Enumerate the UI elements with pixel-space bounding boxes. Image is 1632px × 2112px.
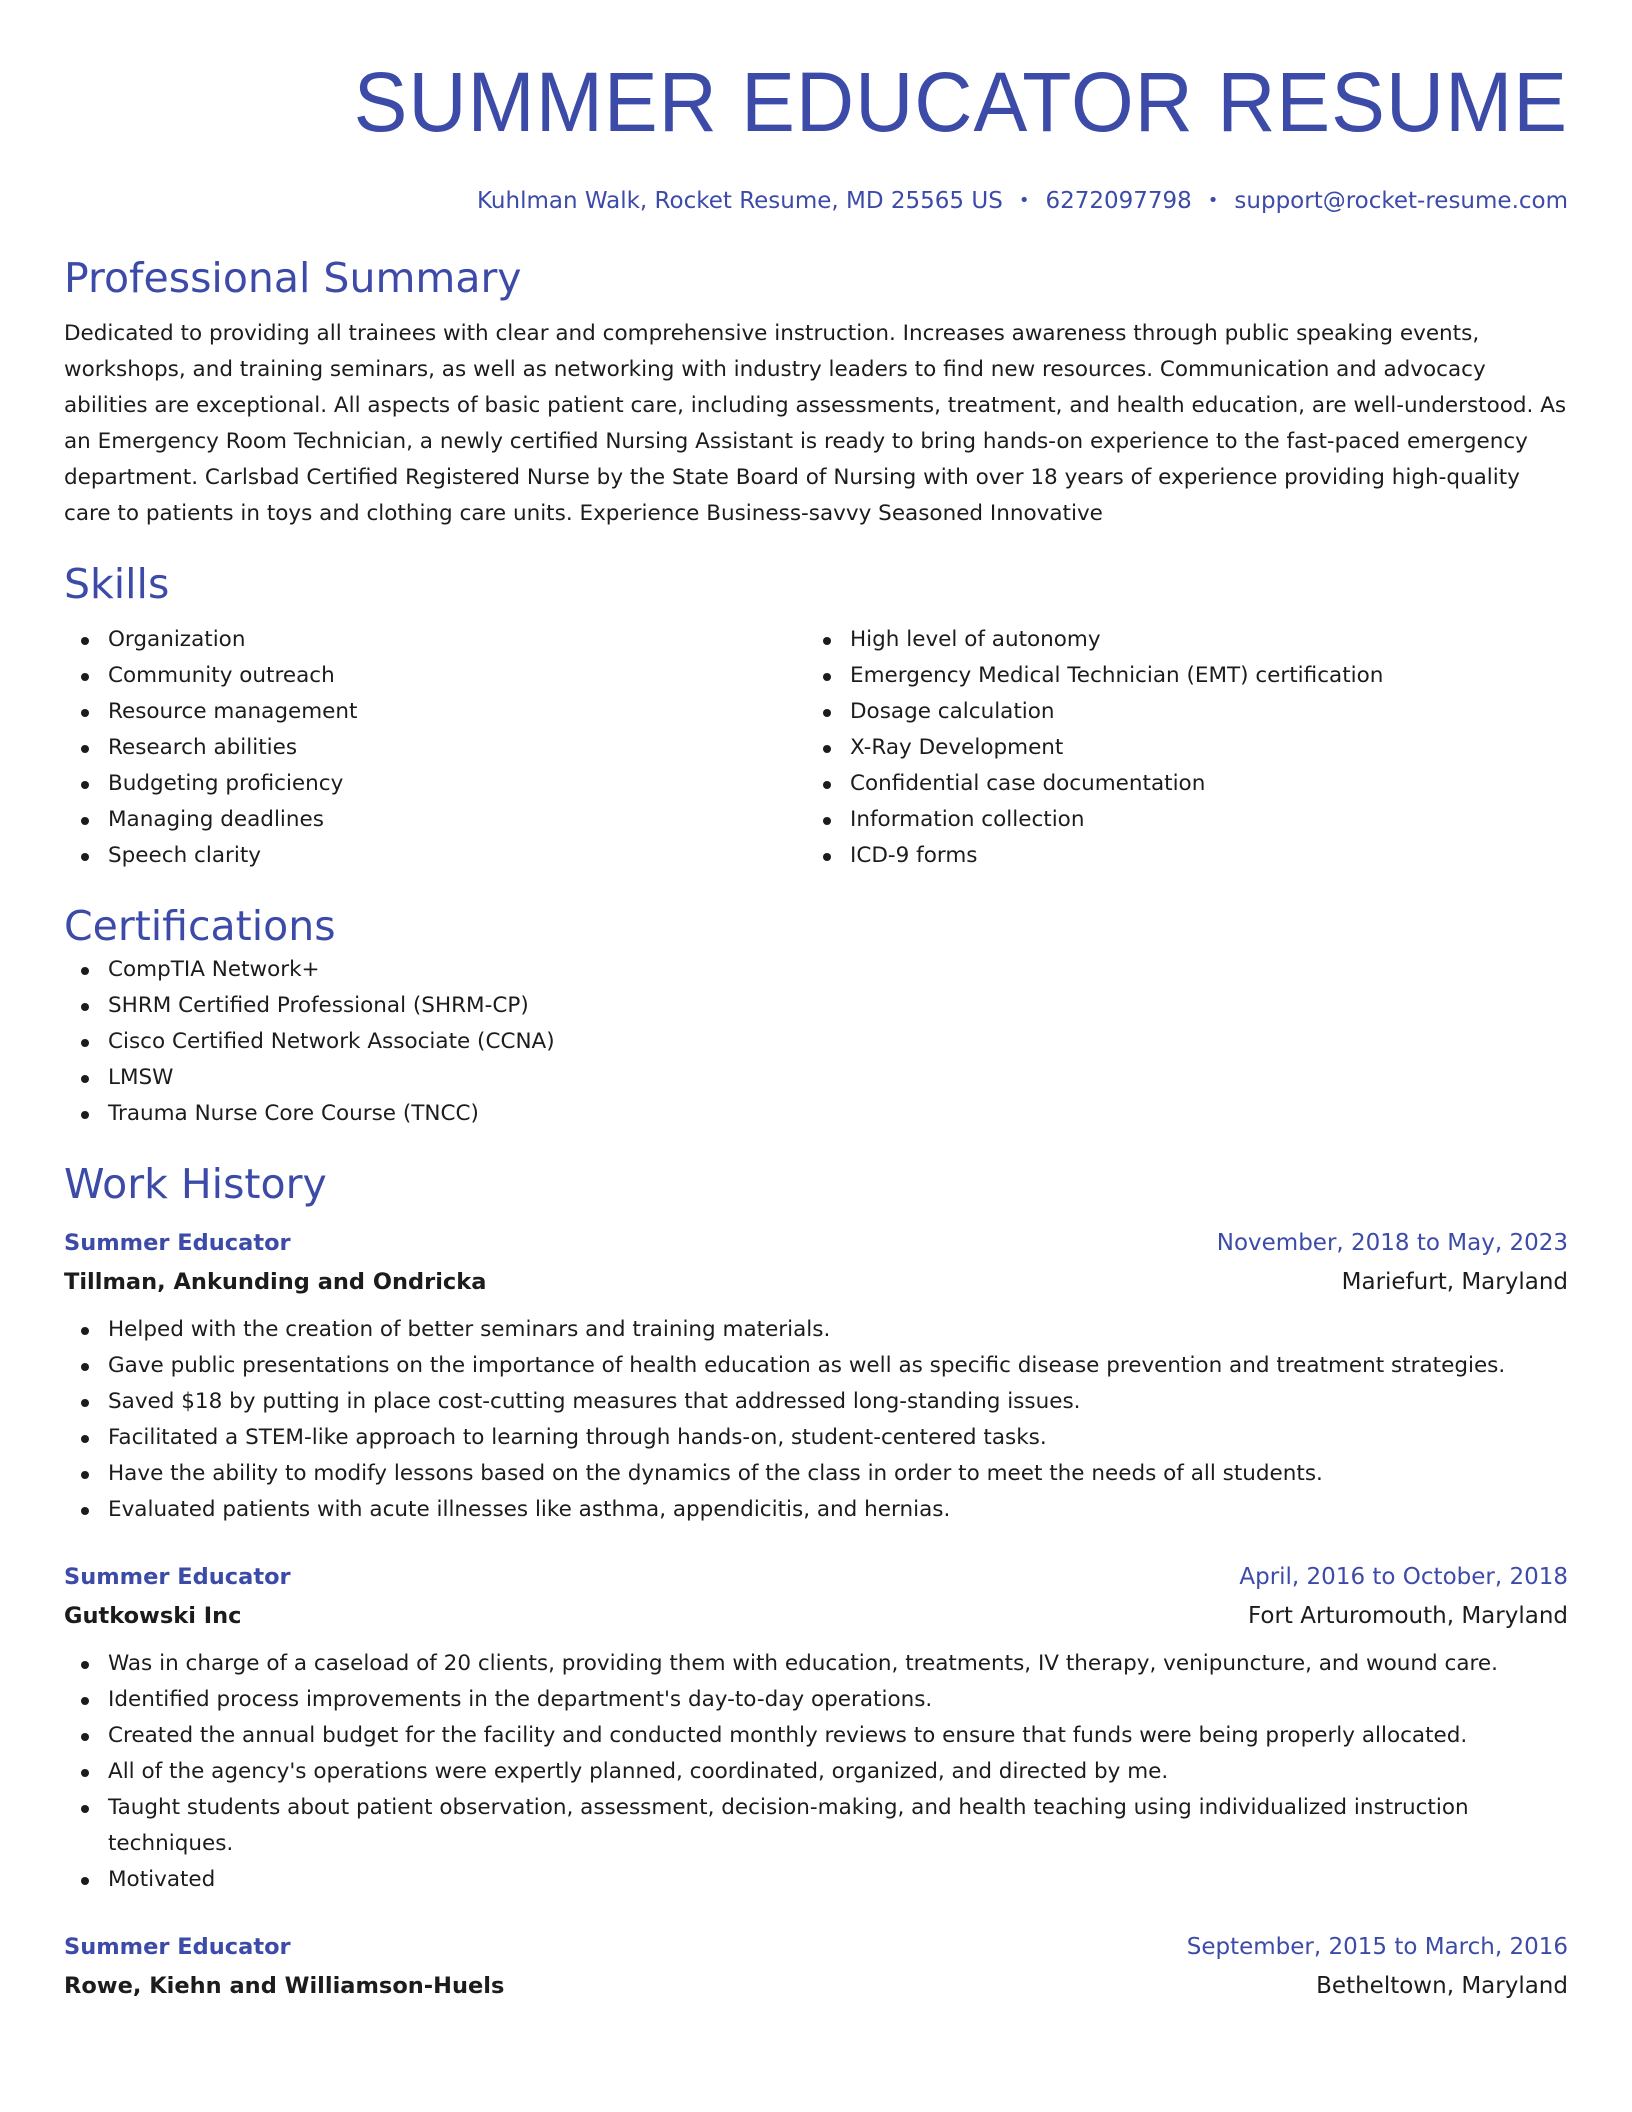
job-company: Tillman, Ankunding and Ondricka bbox=[64, 1269, 487, 1295]
skill-item: Resource management bbox=[64, 694, 806, 730]
work-history-heading: Work History bbox=[64, 1160, 327, 1208]
certification-item: Trauma Nurse Core Course (TNCC) bbox=[64, 1096, 1568, 1132]
job-location: Betheltown, Maryland bbox=[1316, 1973, 1568, 1999]
job-bullets bbox=[64, 1646, 1568, 1898]
certification-item: LMSW bbox=[64, 1060, 1568, 1096]
skills-list-left bbox=[64, 622, 806, 874]
skill-item: Managing deadlines bbox=[64, 802, 806, 838]
skill-item: Information collection bbox=[806, 802, 1548, 838]
skills-column-left bbox=[64, 622, 806, 874]
job-bullet: Motivated bbox=[64, 1862, 1568, 1898]
skill-item: Speech clarity bbox=[64, 838, 806, 874]
certifications-heading: Certifications bbox=[64, 902, 336, 950]
skill-item: ICD-9 forms bbox=[806, 838, 1548, 874]
job-dates: April, 2016 to October, 2018 bbox=[1239, 1564, 1568, 1590]
certification-item: SHRM Certified Professional (SHRM-CP) bbox=[64, 988, 1568, 1024]
job-company-row bbox=[64, 1966, 1568, 2006]
job-company-row bbox=[64, 1262, 1568, 1302]
job-dates: November, 2018 to May, 2023 bbox=[1216, 1230, 1568, 1256]
job-location: Fort Arturomouth, Maryland bbox=[1247, 1603, 1568, 1629]
skills-heading: Skills bbox=[64, 560, 170, 608]
job-location: Mariefurt, Maryland bbox=[1341, 1269, 1568, 1295]
certifications-section bbox=[64, 900, 1568, 1132]
job-role: Summer Educator bbox=[64, 1564, 291, 1590]
job-bullet: Gave public presentations on the importance of health education as well as specific disease prevention and treatment strategies. bbox=[64, 1348, 1568, 1384]
job-bullet: Was in charge of a caseload of 20 clients, providing them with education, treatments, IV therapy, venipuncture, and wound care. bbox=[64, 1646, 1568, 1682]
skills-column-right bbox=[806, 622, 1548, 874]
skill-item: Dosage calculation bbox=[806, 694, 1548, 730]
job-bullet: Evaluated patients with acute illnesses like asthma, appendicitis, and hernias. bbox=[64, 1492, 1568, 1528]
job-bullet: All of the agency's operations were expertly planned, coordinated, organized, and directed by me. bbox=[64, 1754, 1568, 1790]
job-bullets bbox=[64, 1312, 1568, 1528]
contact-line bbox=[64, 186, 1568, 216]
certification-item: CompTIA Network+ bbox=[64, 952, 1568, 988]
skills-grid bbox=[64, 622, 1568, 874]
certifications-list bbox=[64, 952, 1568, 1132]
job-bullet: Identified process improvements in the department's day-to-day operations. bbox=[64, 1682, 1568, 1718]
contact-phone: 6272097798 bbox=[1045, 188, 1192, 214]
job-bullet: Helped with the creation of better seminars and training materials. bbox=[64, 1312, 1568, 1348]
resume-header bbox=[64, 52, 1568, 216]
skill-item: Budgeting proficiency bbox=[64, 766, 806, 802]
skill-item: Research abilities bbox=[64, 730, 806, 766]
summary-text: Dedicated to providing all trainees with clear and comprehensive instruction. Increases awareness through public speaking events, workshops, and training seminars, as well as networking with industry leaders to find new resources. Communication and advocacy abilities are exceptional. All aspects of basic patient care, including assessments, treatment, and health education, are well-understood. As an Emergency Room Technician, a newly certified Nursing Assistant is ready to bring hands-on experience to the fast-paced emergency department. Carlsbad Certified Registered Nurse by the State Board of Nursing with over 18 years of experience providing high-quality care to patients in toys and clothing care units. Experience Business-savvy Seasoned Innovative bbox=[64, 321, 1567, 526]
skill-item: Organization bbox=[64, 622, 806, 658]
job-bullet: Saved $18 by putting in place cost-cutting measures that addressed long-standing issues. bbox=[64, 1384, 1568, 1420]
skill-item: Confidential case documentation bbox=[806, 766, 1548, 802]
job-header-row bbox=[64, 1928, 1568, 1966]
contact-separator: • bbox=[1207, 190, 1219, 211]
job-entry bbox=[64, 1928, 1568, 2006]
skill-item: High level of autonomy bbox=[806, 622, 1548, 658]
job-bullet: Facilitated a STEM-like approach to learning through hands-on, student-centered tasks. bbox=[64, 1420, 1568, 1456]
job-bullet: Created the annual budget for the facility and conducted monthly reviews to ensure that funds were being properly allocated. bbox=[64, 1718, 1568, 1754]
job-company-row bbox=[64, 1596, 1568, 1636]
job-entry bbox=[64, 1558, 1568, 1898]
summary-section bbox=[64, 252, 1568, 532]
skill-item: X-Ray Development bbox=[806, 730, 1548, 766]
job-role: Summer Educator bbox=[64, 1934, 291, 1960]
job-header-row bbox=[64, 1224, 1568, 1262]
summary-heading: Professional Summary bbox=[64, 254, 522, 302]
skill-item: Community outreach bbox=[64, 658, 806, 694]
job-dates: September, 2015 to March, 2016 bbox=[1186, 1934, 1568, 1960]
job-header-row bbox=[64, 1558, 1568, 1596]
job-bullet: Have the ability to modify lessons based on the dynamics of the class in order to meet the needs of all students. bbox=[64, 1456, 1568, 1492]
contact-email: support@rocket-resume.com bbox=[1234, 188, 1568, 214]
job-bullet: Taught students about patient observation, assessment, decision-making, and health teaching using individualized instruction techniques. bbox=[64, 1790, 1568, 1862]
skills-list-right bbox=[806, 622, 1548, 874]
job-company: Rowe, Kiehn and Williamson-Huels bbox=[64, 1973, 505, 1999]
skill-item: Emergency Medical Technician (EMT) certification bbox=[806, 658, 1548, 694]
work-history-section bbox=[64, 1158, 1568, 2006]
job-entry bbox=[64, 1224, 1568, 1528]
job-company: Gutkowski Inc bbox=[64, 1603, 242, 1629]
job-role: Summer Educator bbox=[64, 1230, 291, 1256]
contact-separator: • bbox=[1018, 190, 1030, 211]
certification-item: Cisco Certified Network Associate (CCNA) bbox=[64, 1024, 1568, 1060]
contact-address: Kuhlman Walk, Rocket Resume, MD 25565 US bbox=[476, 188, 1003, 214]
skills-section bbox=[64, 558, 1568, 874]
page-title: SUMMER EDUCATOR RESUME bbox=[353, 55, 1569, 149]
